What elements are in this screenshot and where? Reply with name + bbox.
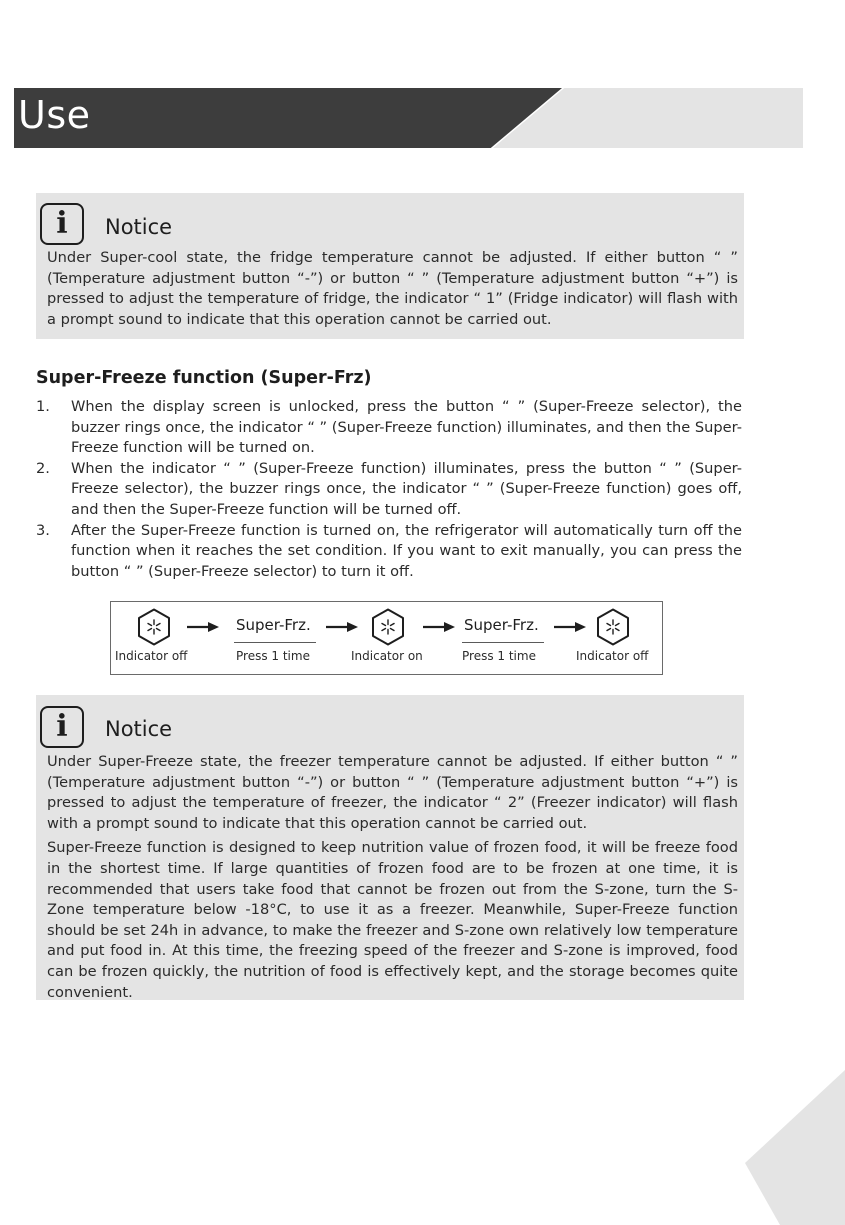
arrow-right-icon — [423, 621, 455, 633]
divider — [234, 642, 316, 643]
list-item — [36, 459, 742, 521]
header-band — [14, 88, 562, 148]
info-icon: i — [40, 706, 84, 748]
super-frz-label: Super-Frz. — [464, 616, 539, 634]
notice-paragraph: Under Super-Freeze state, the freezer temperature cannot be adjusted. If either button “ ” (Temperature adjustment button “-”) or button “ ” (Temperature adjustment button “+”) is pressed to adjust the temperature of freezer, the indicator “ 2” (Freezer indicator) will flash with a prompt sound to indicate that this operation cannot be carried out. — [47, 753, 738, 832]
step-number: 1. — [36, 398, 50, 415]
notice-paragraph: Super-Freeze function is designed to keep nutrition value of frozen food, it will be freeze food in the shortest time. If large quantities of frozen food are to be frozen at one time, it is recommended that users take food that cannot be frozen out from the S-zone, turn the S-Zone temperature below -18°C, to use it as a freezer. Meanwhile, Super-Freeze function should be set 24h in advance, to make the freezer and S-zone own relatively low temperature and put food in. At this time, the freezing speed of the freezer and S-zone is improved, food can be frozen quickly, the nutrition of food is effectively kept, and the storage becomes quite convenient. — [47, 839, 738, 1001]
page-corner-decoration — [745, 1070, 845, 1225]
snowflake-hex-icon — [371, 608, 405, 646]
press-label: Press 1 time — [462, 649, 536, 663]
arrow-right-icon — [554, 621, 586, 633]
super-frz-label: Super-Frz. — [236, 616, 311, 634]
notice-body — [47, 248, 738, 334]
step-text: When the indicator “ ” (Super-Freeze function) illuminates, press the button “ ” (Super-Freeze selector), the buzzer rings once, the indicator “ ” (Super-Freeze function) goes off, and then the Super-Freeze function will be turned off. — [71, 459, 742, 518]
indicator-off-label: Indicator off — [115, 649, 188, 663]
snowflake-hex-icon — [137, 608, 171, 646]
step-text: When the display screen is unlocked, press the button “ ” (Super-Freeze selector), the buzzer rings once, the indicator “ ” (Super-Freeze function) illuminates, and then the Super-Freeze function will be turned on. — [71, 398, 742, 457]
super-freeze-diagram — [110, 601, 663, 675]
indicator-off-label: Indicator off — [576, 649, 649, 663]
steps-list — [36, 397, 742, 582]
arrow-right-icon — [187, 621, 219, 633]
notice-title: Notice — [105, 215, 173, 239]
step-number: 3. — [36, 521, 50, 539]
arrow-right-icon — [326, 621, 358, 633]
notice-body — [47, 752, 738, 1007]
divider — [462, 642, 544, 643]
snowflake-hex-icon — [596, 608, 630, 646]
info-icon: i — [40, 203, 84, 245]
page-title: Use — [18, 93, 91, 137]
list-item — [36, 521, 742, 583]
notice-paragraph: Under Super-cool state, the fridge temperature cannot be adjusted. If either button “ ” (Temperature adjustment button “-”) or button “ ” (Temperature adjustment button “+”) is pressed to adjust the temperature of fridge, the indicator “ 1” (Fridge indicator) will flash with a prompt sound to indicate that this operation cannot be carried out. — [47, 249, 738, 328]
indicator-on-label: Indicator on — [351, 649, 423, 663]
section-title: Super-Freeze function (Super-Frz) — [36, 368, 372, 388]
notice-box-1 — [36, 193, 744, 339]
notice-title: Notice — [105, 717, 173, 741]
list-item — [36, 397, 742, 459]
press-label: Press 1 time — [236, 649, 310, 663]
step-text: After the Super-Freeze function is turned on, the refrigerator will automatically turn off the function when it reaches the set condition. If you want to exit manually, you can press the button “ ” (Super-Freeze selector) to turn it off. — [71, 521, 742, 580]
notice-box-2 — [36, 695, 744, 1000]
step-number: 2. — [36, 459, 50, 477]
